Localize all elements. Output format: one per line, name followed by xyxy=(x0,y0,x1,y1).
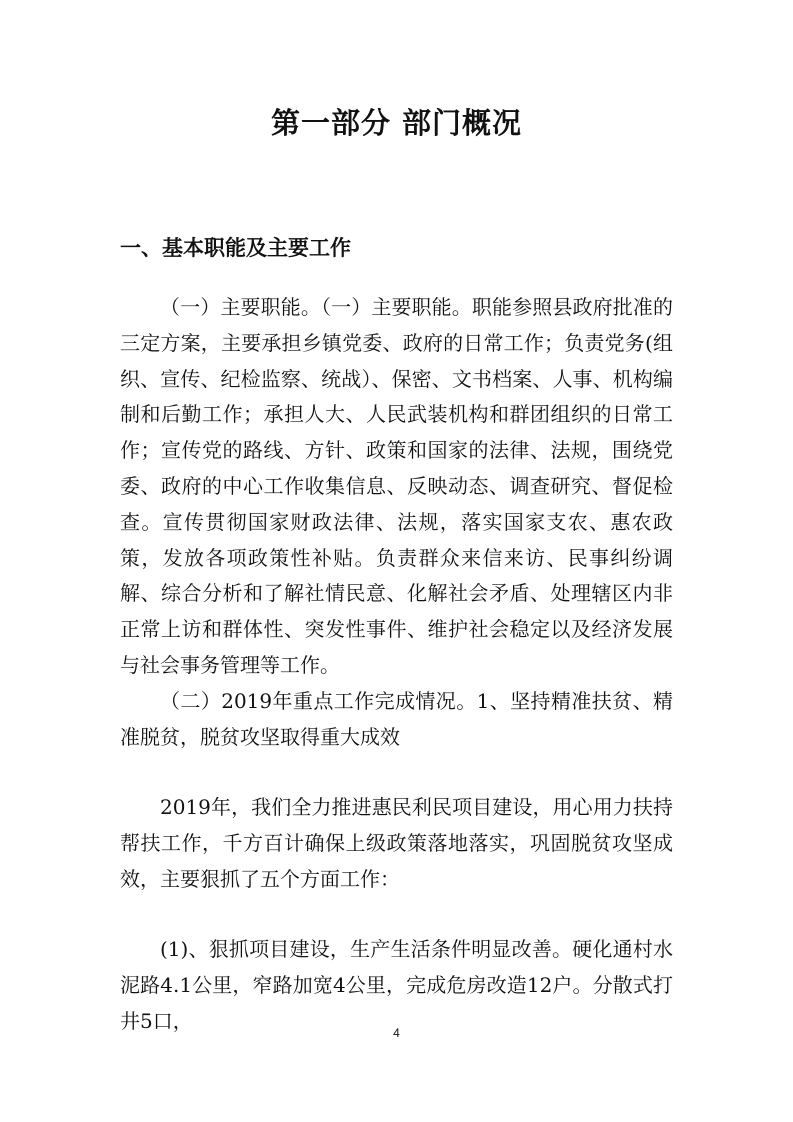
paragraph-project-construction: (1)、狠抓项目建设，生产生活条件明显改善。硬化通村水泥路4.1公里，窄路加宽4公里，完成危房改造12户。分散式打井5口， xyxy=(120,937,673,1033)
page-title: 第一部分 部门概况 xyxy=(270,106,523,140)
paragraph-main-functions: （一）主要职能。（一）主要职能。职能参照县政府批准的三定方案，主要承担乡镇党委、政府的日常工作；负责党务(组织、宣传、纪检监察、统战）、保密、文书档案、人事、机构编制和后勤工作；承担人大、人民武装机构和群团组织的日常工作；宣传党的路线、方针、政策和国家的法律、法规，围绕党委、政府的中心工作收集信息、反映动态、调查研究、督促检查。宣传贯彻国家财政法律、法规，落实国家支农、惠农政策，发放各项政策性补贴。负责群众来信来访、民事纠纷调解、综合分析和了解社情民意、化解社会矛盾、处理辖区内非正常上访和群体性、突发性事件、维护社会稳定以及经济发展与社会事务管理等工作。 xyxy=(120,295,673,677)
paragraph-key-work-2019: （二）2019年重点工作完成情况。1、坚持精准扶贫、精准脱贫，脱贫攻坚取得重大成效 xyxy=(120,689,673,749)
page-number: 4 xyxy=(393,1026,400,1040)
paragraph-work-summary: 2019年，我们全力推进惠民利民项目建设，用心用力扶持帮扶工作，千方百计确保上级政策落地落实，巩固脱贫攻坚成效，主要狠抓了五个方面工作： xyxy=(120,795,673,891)
section-heading: 一、基本职能及主要工作 xyxy=(120,236,351,260)
